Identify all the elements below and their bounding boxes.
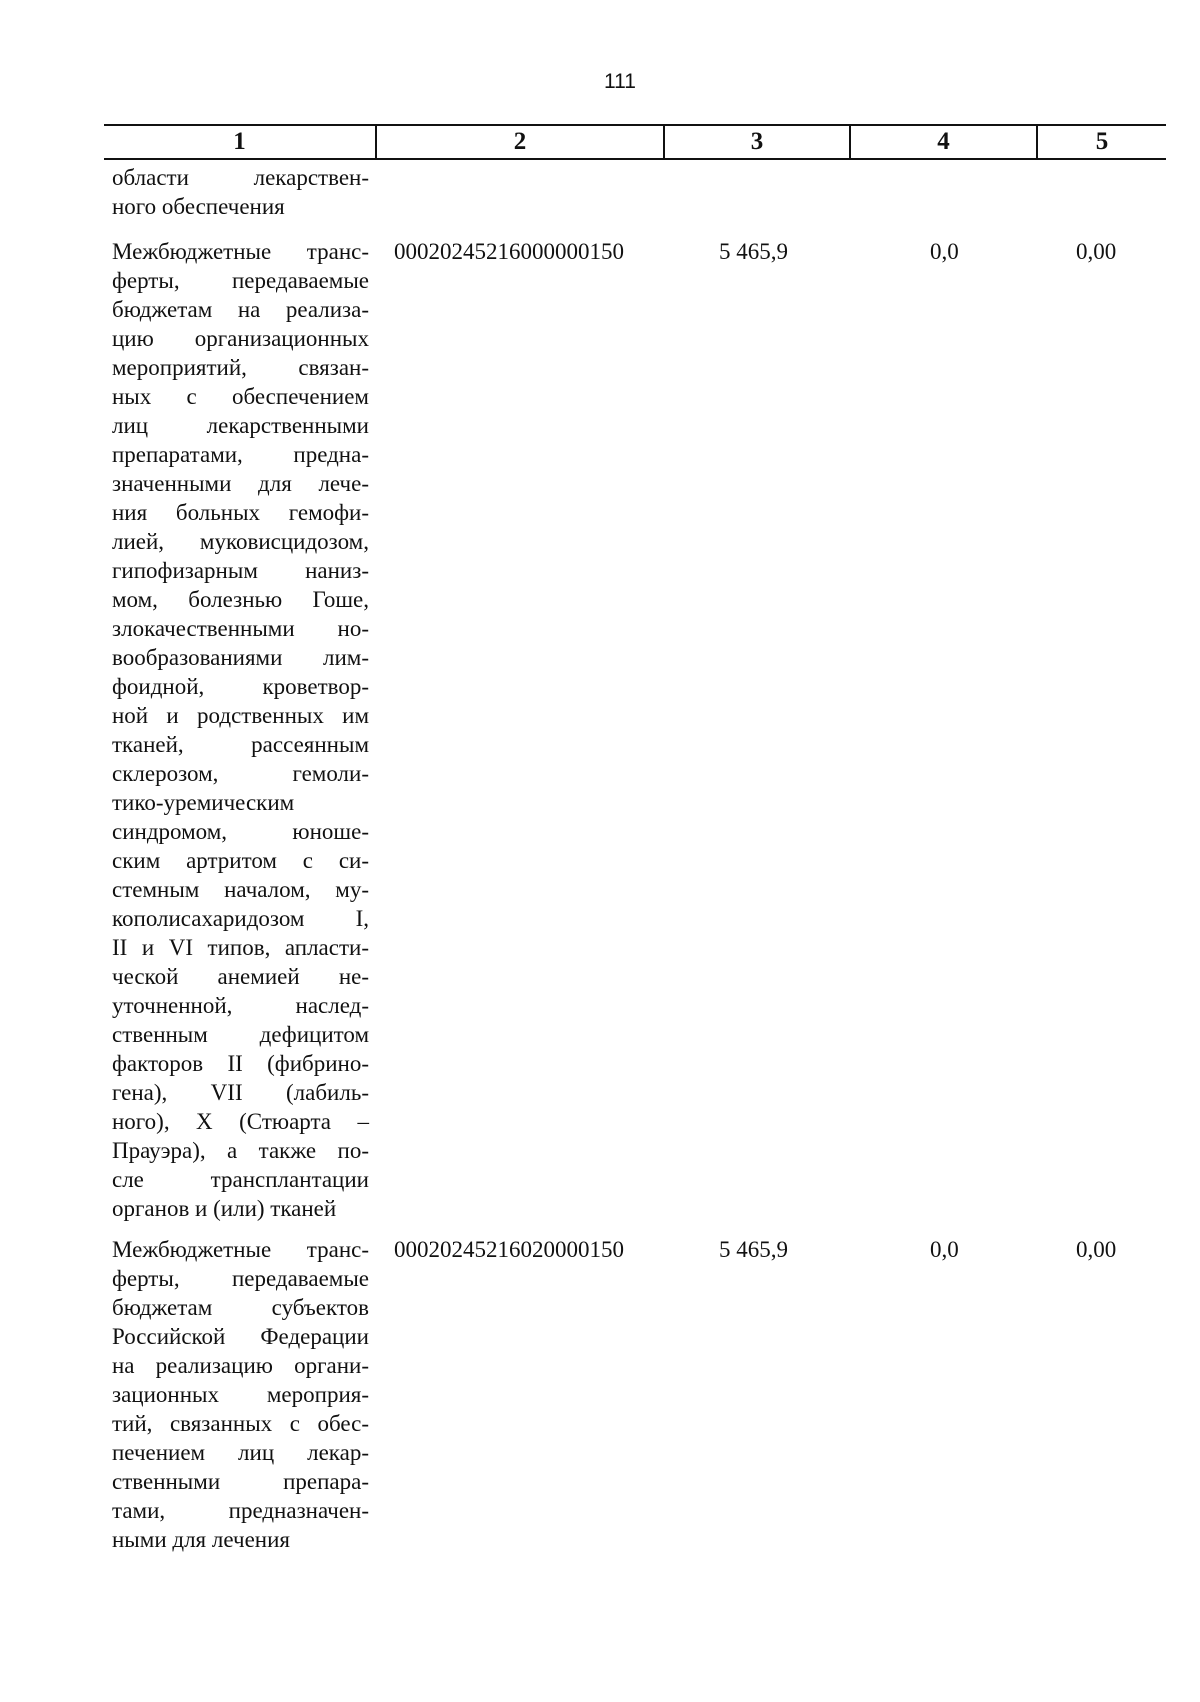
description-line: значенными для лече- bbox=[112, 471, 369, 496]
header-col-5: 5 bbox=[1036, 126, 1166, 158]
description-line: ферты, передаваемые bbox=[112, 1266, 369, 1291]
description-line: ной и родственных им bbox=[112, 703, 369, 728]
description-line: тканей, рассеянным bbox=[112, 732, 369, 757]
description-line: лией, муковисцидозом, bbox=[112, 529, 369, 554]
amount-col-4: 0,0 bbox=[930, 1237, 959, 1262]
description-line: на реализацию органи- bbox=[112, 1353, 369, 1378]
header-col-3: 3 bbox=[663, 126, 849, 158]
amount-col-5: 0,00 bbox=[1076, 1237, 1117, 1262]
amount-col-3: 5 465,9 bbox=[719, 1237, 788, 1262]
description-line: тами, предназначен- bbox=[112, 1498, 369, 1523]
description-line: II и VI типов, апласти- bbox=[112, 935, 369, 960]
description-line: уточненной, наслед- bbox=[112, 993, 369, 1018]
description-line: ными для лечения bbox=[112, 1527, 290, 1552]
description-line: склерозом, гемоли- bbox=[112, 761, 369, 786]
description-line: Российской Федерации bbox=[112, 1324, 369, 1349]
description-line: ных с обеспечением bbox=[112, 384, 369, 409]
description-line: зационных мероприя- bbox=[112, 1382, 369, 1407]
header-col-2: 2 bbox=[375, 126, 663, 158]
amount-col-3: 5 465,9 bbox=[719, 239, 788, 264]
description-line: злокачественными но- bbox=[112, 616, 369, 641]
description-line: сле трансплантации bbox=[112, 1167, 369, 1192]
description-line: печением лиц лекар- bbox=[112, 1440, 369, 1465]
row-description bbox=[112, 237, 369, 1223]
description-line: ферты, передаваемые bbox=[112, 268, 369, 293]
description-line: ственным дефицитом bbox=[112, 1022, 369, 1047]
description-line: гипофизарным наниз- bbox=[112, 558, 369, 583]
description-line: синдромом, юноше- bbox=[112, 819, 369, 844]
row-description bbox=[112, 1235, 369, 1554]
amount-col-5: 0,00 bbox=[1076, 239, 1117, 264]
budget-code: 00020245216000000150 bbox=[394, 239, 624, 264]
table-header bbox=[104, 124, 1166, 160]
description-line: лиц лекарственными bbox=[112, 413, 369, 438]
description-line: ного), X (Стюарта – bbox=[112, 1109, 369, 1134]
description-line: ния больных гемофи- bbox=[112, 500, 369, 525]
description-line: бюджетам на реализа- bbox=[112, 297, 369, 322]
header-col-4: 4 bbox=[849, 126, 1036, 158]
description-line: органов и (или) тканей bbox=[112, 1196, 337, 1221]
description-line: ским артритом с си- bbox=[112, 848, 369, 873]
row-description bbox=[112, 163, 369, 221]
description-line: фоидной, кроветвор- bbox=[112, 674, 369, 699]
description-line: мом, болезнью Гоше, bbox=[112, 587, 369, 612]
description-line: бюджетам субъектов bbox=[112, 1295, 369, 1320]
description-line: тий, связанных с обес- bbox=[112, 1411, 369, 1436]
header-col-1: 1 bbox=[233, 128, 246, 155]
description-line: ческой анемией не- bbox=[112, 964, 369, 989]
description-line: стемным началом, му- bbox=[112, 877, 369, 902]
description-line: препаратами, предна- bbox=[112, 442, 369, 467]
description-line: Прауэра), а также по- bbox=[112, 1138, 369, 1163]
description-line: ного обеспечения bbox=[112, 194, 285, 219]
description-line: тико-уремическим bbox=[112, 790, 295, 815]
description-line: вообразованиями лим- bbox=[112, 645, 369, 670]
description-line: ственными препара- bbox=[112, 1469, 369, 1494]
description-line: кополисахаридозом I, bbox=[112, 906, 369, 931]
description-line: мероприятий, связан- bbox=[112, 355, 369, 380]
budget-code: 00020245216020000150 bbox=[394, 1237, 624, 1262]
description-line: Межбюджетные транс- bbox=[112, 239, 369, 264]
description-line: факторов II (фибрино- bbox=[112, 1051, 369, 1076]
description-line: гена), VII (лабиль- bbox=[112, 1080, 369, 1105]
description-line: цию организационных bbox=[112, 326, 369, 351]
amount-col-4: 0,0 bbox=[930, 239, 959, 264]
description-line: Межбюджетные транс- bbox=[112, 1237, 369, 1262]
page-number: 111 bbox=[604, 70, 636, 93]
description-line: области лекарствен- bbox=[112, 165, 369, 190]
